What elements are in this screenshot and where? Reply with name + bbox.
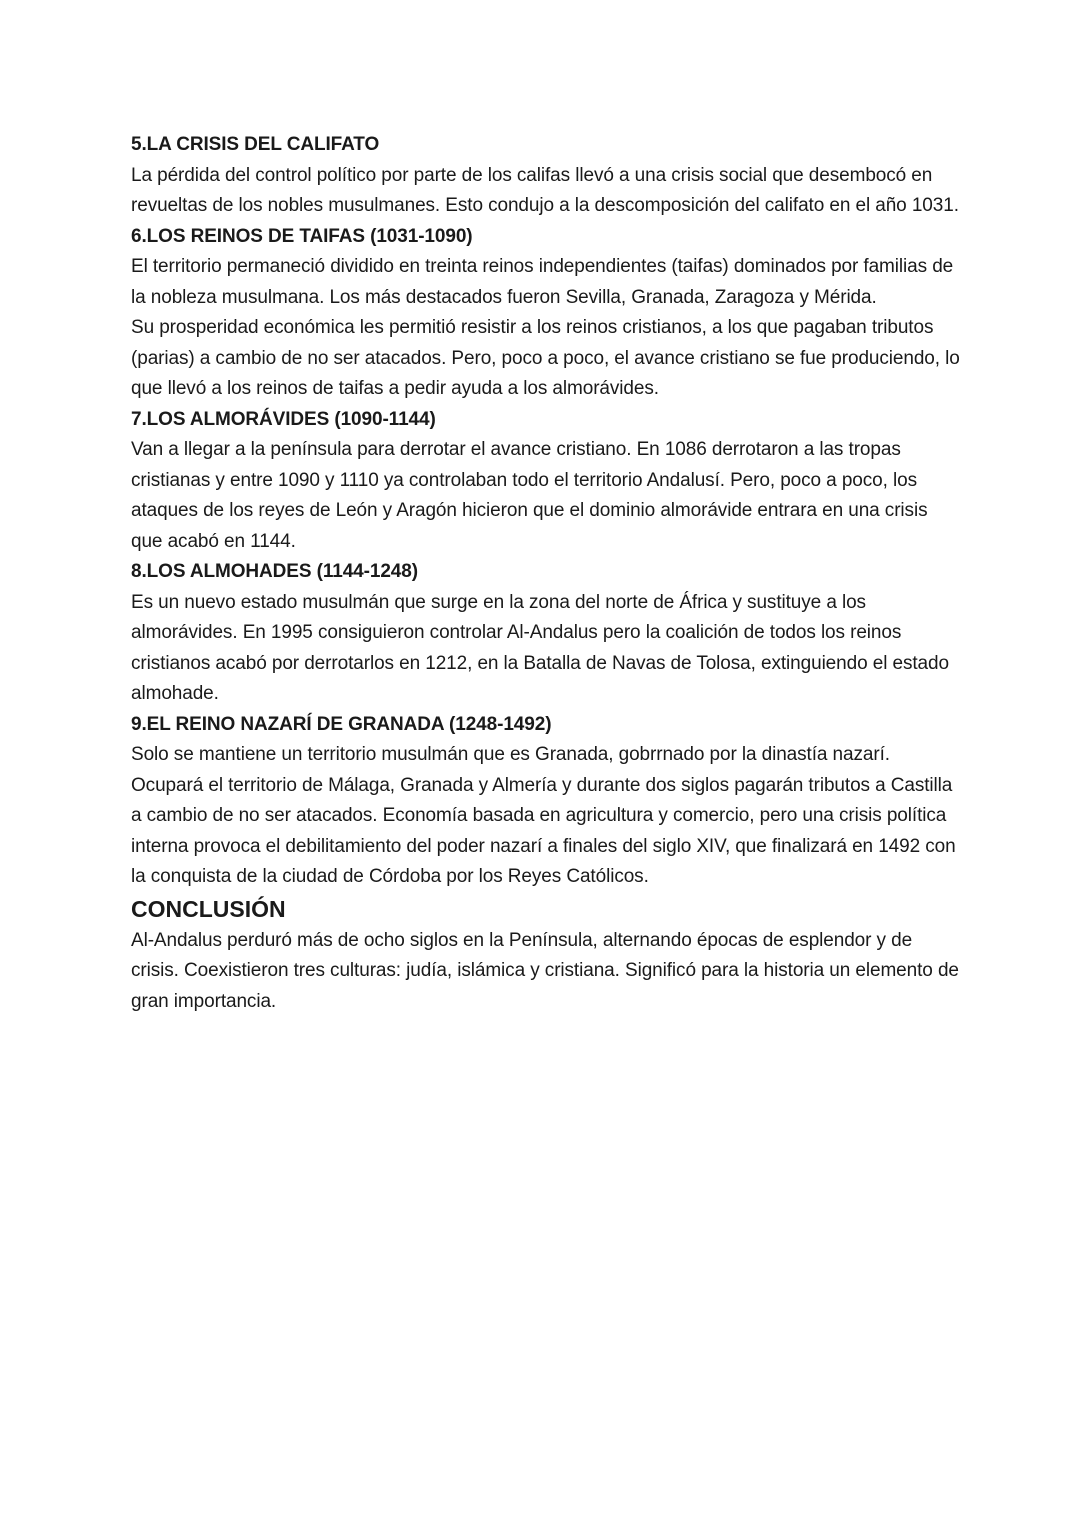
section-6-paragraph-2: Su prosperidad económica les permitió resistir a los reinos cristianos, a los que pagaban tributos (parias) a cambio de no ser atacados. Pero, poco a poco, el avance cristiano se fue produciendo, lo que llevó a los reinos de taifas a pedir ayuda a los almorávides. (131, 317, 960, 399)
section-5-title: 5.LA CRISIS DEL CALIFATO (131, 134, 380, 155)
section-7-title: 7.LOS ALMORÁVIDES (1090-1144) (131, 408, 436, 430)
document-page (131, 130, 961, 1017)
section-6-title: 6.LOS REINOS DE TAIFAS (1031-1090) (131, 225, 473, 247)
section-9-paragraph: Solo se mantiene un territorio musulmán que es Granada, gobrrnado por la dinastía nazarí. Ocupará el territorio de Málaga, Granada y Almería y durante dos siglos pagarán tributos a Castilla a cambio de no ser atacados. Economía basada en agricultura y comercio, pero una crisis política interna provoca el debilitamiento del poder nazarí a finales del siglo XIV, que finalizará en 1492 con la conquista de la ciudad de Córdoba por los Reyes Católicos. (131, 744, 956, 887)
section-8-title: 8.LOS ALMOHADES (1144-1248) (131, 561, 418, 582)
conclusion-title: CONCLUSIÓN (131, 895, 286, 922)
section-7-paragraph: Van a llegar a la península para derrotar el avance cristiano. En 1086 derrotaron a las tropas cristianas y entre 1090 y 1110 ya controlaban todo el territorio Andalusí. Pero, poco a poco, los ataques de los reyes de León y Aragón hicieron que el dominio almorávide entrara en una crisis que acabó en 1144. (131, 439, 928, 552)
section-8-paragraph: Es un nuevo estado musulmán que surge en la zona del norte de África y sustituye a los almorávides. En 1995 consiguieron controlar Al-Andalus pero la coalición de todos los reinos cristianos acabó por derrotarlos en 1212, en la Batalla de Navas de Tolosa, extinguiendo el estado almohade. (131, 591, 949, 704)
section-9-title: 9.EL REINO NAZARÍ DE GRANADA (1248-1492) (131, 713, 552, 735)
section-5-paragraph: La pérdida del control político por parte de los califas llevó a una crisis social que desembocó en revueltas de los nobles musulmanes. Esto condujo a la descomposición del califato en el año 1031. (131, 164, 959, 216)
conclusion-paragraph: Al-Andalus perduró más de ocho siglos en la Península, alternando épocas de esplendor y de crisis. Coexistieron tres culturas: judía, islámica y cristiana. Significó para la historia un elemento de gran importancia. (131, 929, 959, 1012)
section-6-paragraph-1: El territorio permaneció dividido en treinta reinos independientes (taifas) dominados por familias de la nobleza musulmana. Los más destacados fueron Sevilla, Granada, Zaragoza y Mérida. (131, 256, 954, 308)
